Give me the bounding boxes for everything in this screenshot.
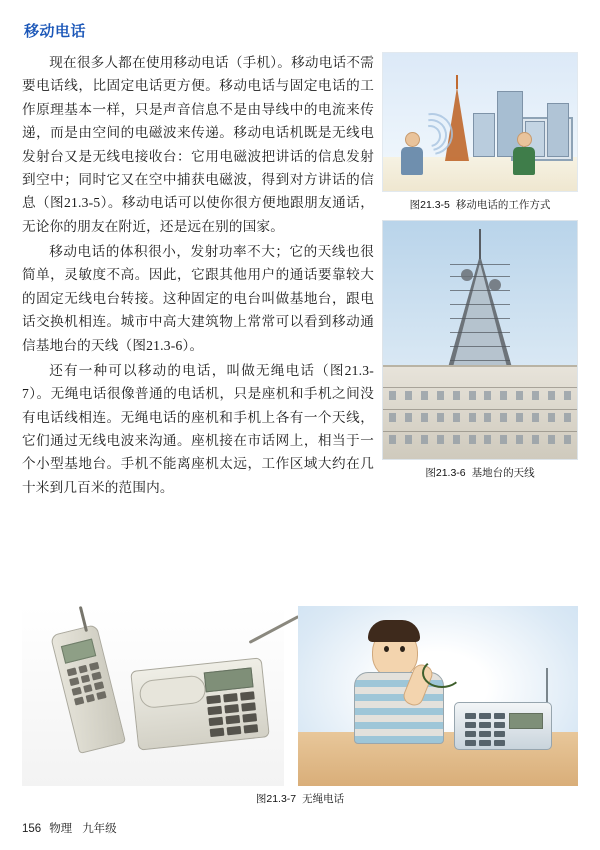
page-footer xyxy=(22,820,117,836)
building-shape xyxy=(547,103,569,157)
figure-caption xyxy=(382,197,578,212)
mobile-phone-working-illustration xyxy=(382,52,578,192)
paragraph-1: 现在很多人都在使用移动电话（手机）。移动电话不需要电话线，比固定电话更方便。移动电话与固定电话的工作原理基本一样，只是声音信息不是由导线中的电流来传递，而是由空间的电磁波来传递。移动电话机既是无线电发射台又是无线电接收台：它用电磁波把讲话的信息发射到空中；同时它又在空中捕获电磁波，得到对方讲话的信息（图21.3-5）。移动电话可以使你很方便地跟朋友通话，无论你的朋友在附近，还是远在别的国家。 xyxy=(22,55,374,234)
boy-calling-illustration xyxy=(298,606,578,786)
head-shape xyxy=(405,132,420,147)
antenna-dish-icon xyxy=(461,269,473,281)
figure-caption xyxy=(382,465,578,480)
figure-number: 图21.3-7 xyxy=(255,793,297,805)
cordless-phone-illustration xyxy=(22,606,578,786)
handset-device xyxy=(50,624,126,754)
figure-caption-text: 移动电话的工作方式 xyxy=(455,199,551,211)
eye-shape xyxy=(384,646,389,652)
cordless-handset-shape xyxy=(422,658,462,688)
figure-21-3-5 xyxy=(382,52,578,212)
window-row xyxy=(389,435,571,444)
eye-shape xyxy=(400,646,405,652)
base-station-device xyxy=(130,657,270,750)
window-row xyxy=(389,413,571,422)
figure-21-3-7 xyxy=(22,606,578,806)
cordless-phone-photo xyxy=(22,606,284,786)
paragraph-2: 移动电话的体积很小，发射功率不大；它的天线也很简单，灵敏度不高。因此，它跟其他用户的通话要靠较大的固定无线电台转接。这种固定的电台叫做基地台，跟电话交换机相连。城市中高大建筑物上常常可以看到移动通信基地台的天线（图21.3-6）。 xyxy=(22,244,374,353)
tower-mast-shape xyxy=(456,75,458,89)
figure-number: 图21.3-5 xyxy=(409,199,450,211)
page-number: 156 xyxy=(22,823,42,835)
body-text-column xyxy=(22,51,374,501)
handset-keypad xyxy=(67,662,107,706)
base-screen xyxy=(509,713,543,729)
base-keypad xyxy=(465,713,505,746)
person-caller xyxy=(401,132,423,175)
antenna-shape xyxy=(79,606,88,632)
figure-caption xyxy=(22,791,578,806)
base-keypad xyxy=(206,691,258,737)
window-row xyxy=(389,391,571,400)
page-title: 移动电话 xyxy=(24,23,87,40)
base-antenna-shape xyxy=(249,615,300,644)
lattice-bracing xyxy=(450,261,510,367)
figure-caption-text: 基地台的天线 xyxy=(471,467,535,479)
figure-number: 图21.3-6 xyxy=(425,467,466,479)
torso-shape xyxy=(401,147,423,175)
building-shape xyxy=(473,113,495,157)
antenna-dish-icon xyxy=(489,279,501,291)
cordless-base-device xyxy=(454,702,552,750)
base-screen xyxy=(204,667,254,692)
antenna-mast-shape xyxy=(479,229,481,259)
base-station-antenna-photo xyxy=(382,220,578,460)
grade-label: 九年级 xyxy=(82,823,117,835)
receiver-shape xyxy=(138,674,207,709)
figure-21-3-6 xyxy=(382,220,578,480)
person-receiver xyxy=(513,132,535,175)
boy-hair-shape xyxy=(368,620,420,642)
figure-column xyxy=(382,52,578,488)
handset-screen xyxy=(61,639,96,664)
rooftop-building-shape xyxy=(383,365,577,459)
paragraph-3: 还有一种可以移动的电话，叫做无绳电话（图21.3-7）。无绳电话很像普通的电话机，只是座机和手机之间没有电话线相连。无绳电话的座机和手机上各有一个天线，它们通过无线电波来沟通。座机接在市话网上，相当于一个小型基地台。手机不能离座机太远，工作区域大约在几十米到几百米的范围内。 xyxy=(22,362,374,495)
torso-shape xyxy=(513,147,535,175)
subject-label: 物理 xyxy=(49,823,73,835)
figure-caption-text: 无绳电话 xyxy=(302,793,345,805)
head-shape xyxy=(517,132,532,147)
